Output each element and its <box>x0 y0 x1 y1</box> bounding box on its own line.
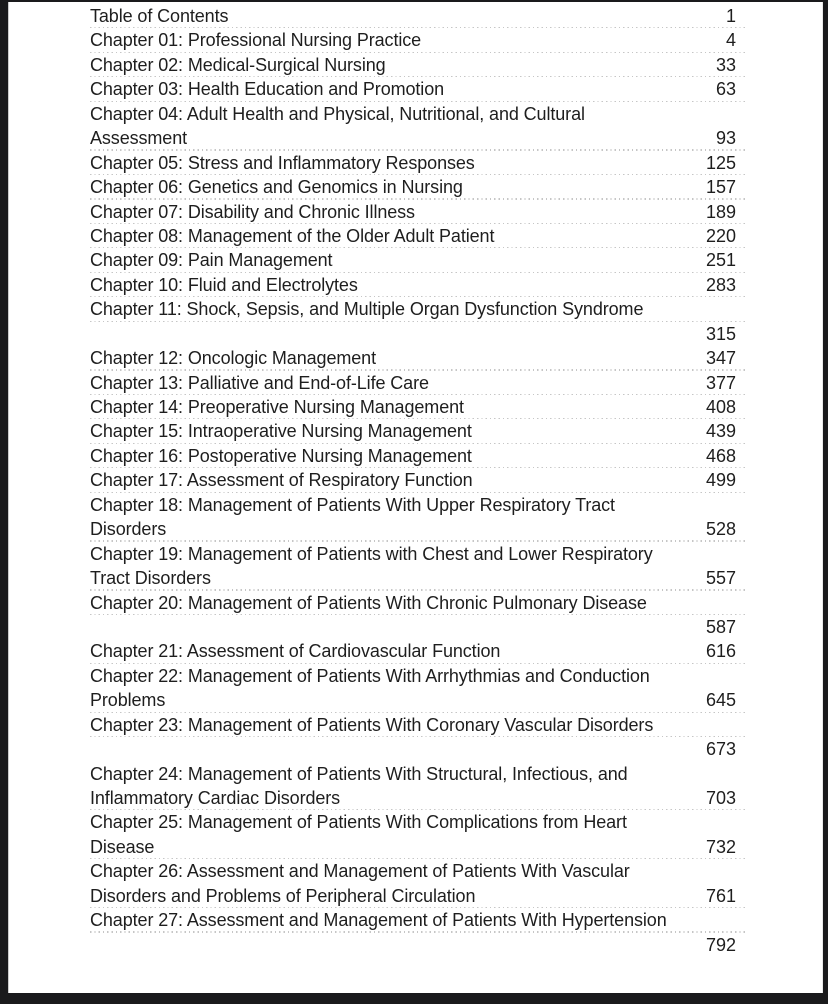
toc-entry-title: Tract Disorders <box>90 568 211 589</box>
toc-entry-title: Chapter 01: Professional Nursing Practice <box>90 30 422 51</box>
toc-row <box>90 713 746 737</box>
toc-row <box>90 493 746 517</box>
toc-entry-title: Chapter 17: Assessment of Respiratory Function <box>90 470 473 491</box>
toc-entry-page-number: 4 <box>725 30 736 51</box>
toc-entry-page-number: 125 <box>705 152 736 173</box>
toc-entry-title: Chapter 22: Management of Patients With Arrhythmias and Conduction <box>90 665 650 686</box>
toc-entry-title: Disease <box>90 836 155 857</box>
toc-row <box>90 591 746 615</box>
toc-entry-title: Disorders <box>90 519 167 540</box>
table-of-contents <box>90 4 746 957</box>
toc-entry-page-number: 616 <box>705 641 736 662</box>
toc-entry-page-number: 251 <box>705 250 736 271</box>
toc-entry-title: Problems <box>90 690 166 711</box>
toc-entry-page-number: 377 <box>705 372 736 393</box>
toc-row <box>90 77 746 101</box>
toc-row <box>90 566 746 590</box>
toc-row <box>90 615 746 639</box>
toc-row <box>90 688 746 712</box>
toc-entry-title: Table of Contents <box>90 6 229 26</box>
toc-row <box>90 371 746 395</box>
toc-entry-title: Chapter 07: Disability and Chronic Illness <box>90 201 415 222</box>
toc-row <box>90 444 746 468</box>
toc-entry-page-number: 528 <box>705 519 736 540</box>
toc-row <box>90 933 746 957</box>
toc-entry-page-number: 732 <box>705 836 736 857</box>
toc-row <box>90 419 746 443</box>
toc-row <box>90 908 746 932</box>
toc-row <box>90 762 746 786</box>
toc-row <box>90 297 746 321</box>
toc-row <box>90 175 746 199</box>
toc-entry-page-number: 1 <box>725 6 736 26</box>
toc-entry-title: Chapter 09: Pain Management <box>90 250 333 271</box>
toc-entry-page-number: 93 <box>715 128 736 149</box>
toc-entry-title: Inflammatory Cardiac Disorders <box>90 788 341 808</box>
toc-entry-page-number: 189 <box>705 201 736 222</box>
toc-entry-page-number: 408 <box>705 397 736 417</box>
toc-row <box>90 346 746 370</box>
toc-row <box>90 322 746 346</box>
toc-entry-title: Chapter 18: Management of Patients With Upper Respiratory Tract <box>90 494 615 515</box>
toc-entry-page-number: 499 <box>705 470 736 491</box>
toc-row <box>90 810 746 834</box>
toc-entry-page-number: 439 <box>705 421 736 442</box>
document-page <box>8 2 823 993</box>
toc-row <box>90 126 746 150</box>
toc-entry-title: Chapter 10: Fluid and Electrolytes <box>90 274 358 295</box>
toc-row <box>90 664 746 688</box>
toc-entry-title: Chapter 05: Stress and Inflammatory Responses <box>90 152 475 173</box>
toc-row <box>90 248 746 272</box>
toc-entry-title: Chapter 03: Health Education and Promotion <box>90 79 445 100</box>
toc-entry-page-number: 673 <box>705 739 736 760</box>
toc-entry-page-number: 315 <box>705 323 736 344</box>
toc-entry-title: Chapter 08: Management of the Older Adult Patient <box>90 225 495 246</box>
toc-entry-page-number: 347 <box>705 348 736 369</box>
toc-entry-page-number: 703 <box>705 788 736 808</box>
toc-row <box>90 859 746 883</box>
toc-entry-title: Chapter 12: Oncologic Management <box>90 348 376 369</box>
toc-entry-title: Chapter 27: Assessment and Management of Patients With Hypertension <box>90 910 667 931</box>
toc-row <box>90 28 746 52</box>
toc-entry-title: Chapter 04: Adult Health and Physical, Nutritional, and Cultural <box>90 103 585 124</box>
toc-entry-page-number: 220 <box>705 225 736 246</box>
toc-entry-title: Chapter 15: Intraoperative Nursing Management <box>90 421 472 442</box>
toc-row <box>90 786 746 810</box>
toc-row <box>90 835 746 859</box>
toc-entry-title: Chapter 26: Assessment and Management of Patients With Vascular <box>90 861 630 882</box>
toc-entry-page-number: 645 <box>705 690 736 711</box>
toc-entry-title: Chapter 25: Management of Patients With Complications from Heart <box>90 812 627 833</box>
toc-row <box>90 4 746 28</box>
toc-entry-title: Chapter 23: Management of Patients With Coronary Vascular Disorders <box>90 714 654 735</box>
toc-row <box>90 224 746 248</box>
toc-entry-title: Chapter 06: Genetics and Genomics in Nursing <box>90 177 463 198</box>
toc-entry-title: Chapter 24: Management of Patients With Structural, Infectious, and <box>90 763 628 784</box>
toc-entry-title: Chapter 16: Postoperative Nursing Management <box>90 445 472 466</box>
toc-entry-page-number: 283 <box>705 274 736 295</box>
toc-entry-title: Assessment <box>90 128 188 149</box>
toc-row <box>90 53 746 77</box>
toc-entry-page-number: 157 <box>705 177 736 198</box>
toc-entry-title: Chapter 20: Management of Patients With Chronic Pulmonary Disease <box>90 592 647 613</box>
toc-entry-page-number: 557 <box>705 568 736 589</box>
toc-entry-title: Chapter 13: Palliative and End-of-Life Care <box>90 372 429 393</box>
toc-entry-title: Chapter 11: Shock, Sepsis, and Multiple Organ Dysfunction Syndrome <box>90 299 644 320</box>
toc-entry-page-number: 63 <box>715 79 736 100</box>
toc-row <box>90 395 746 419</box>
toc-entry-page-number: 792 <box>705 934 736 955</box>
toc-entry-title: Chapter 02: Medical-Surgical Nursing <box>90 54 386 75</box>
toc-row <box>90 737 746 761</box>
toc-entry-page-number: 587 <box>705 616 736 637</box>
toc-row <box>90 273 746 297</box>
toc-entry-page-number: 33 <box>715 54 736 75</box>
toc-entry-title: Disorders and Problems of Peripheral Circulation <box>90 885 476 906</box>
toc-row <box>90 517 746 541</box>
toc-row <box>90 200 746 224</box>
toc-row <box>90 542 746 566</box>
toc-row <box>90 151 746 175</box>
toc-entry-title: Chapter 21: Assessment of Cardiovascular Function <box>90 641 501 662</box>
toc-entry-page-number: 761 <box>705 885 736 906</box>
toc-entry-title: Chapter 14: Preoperative Nursing Management <box>90 397 464 417</box>
toc-row <box>90 639 746 663</box>
toc-entry-title: Chapter 19: Management of Patients with Chest and Lower Respiratory <box>90 543 653 564</box>
toc-row <box>90 468 746 492</box>
toc-row <box>90 884 746 908</box>
toc-entry-page-number: 468 <box>705 445 736 466</box>
toc-row <box>90 102 746 126</box>
